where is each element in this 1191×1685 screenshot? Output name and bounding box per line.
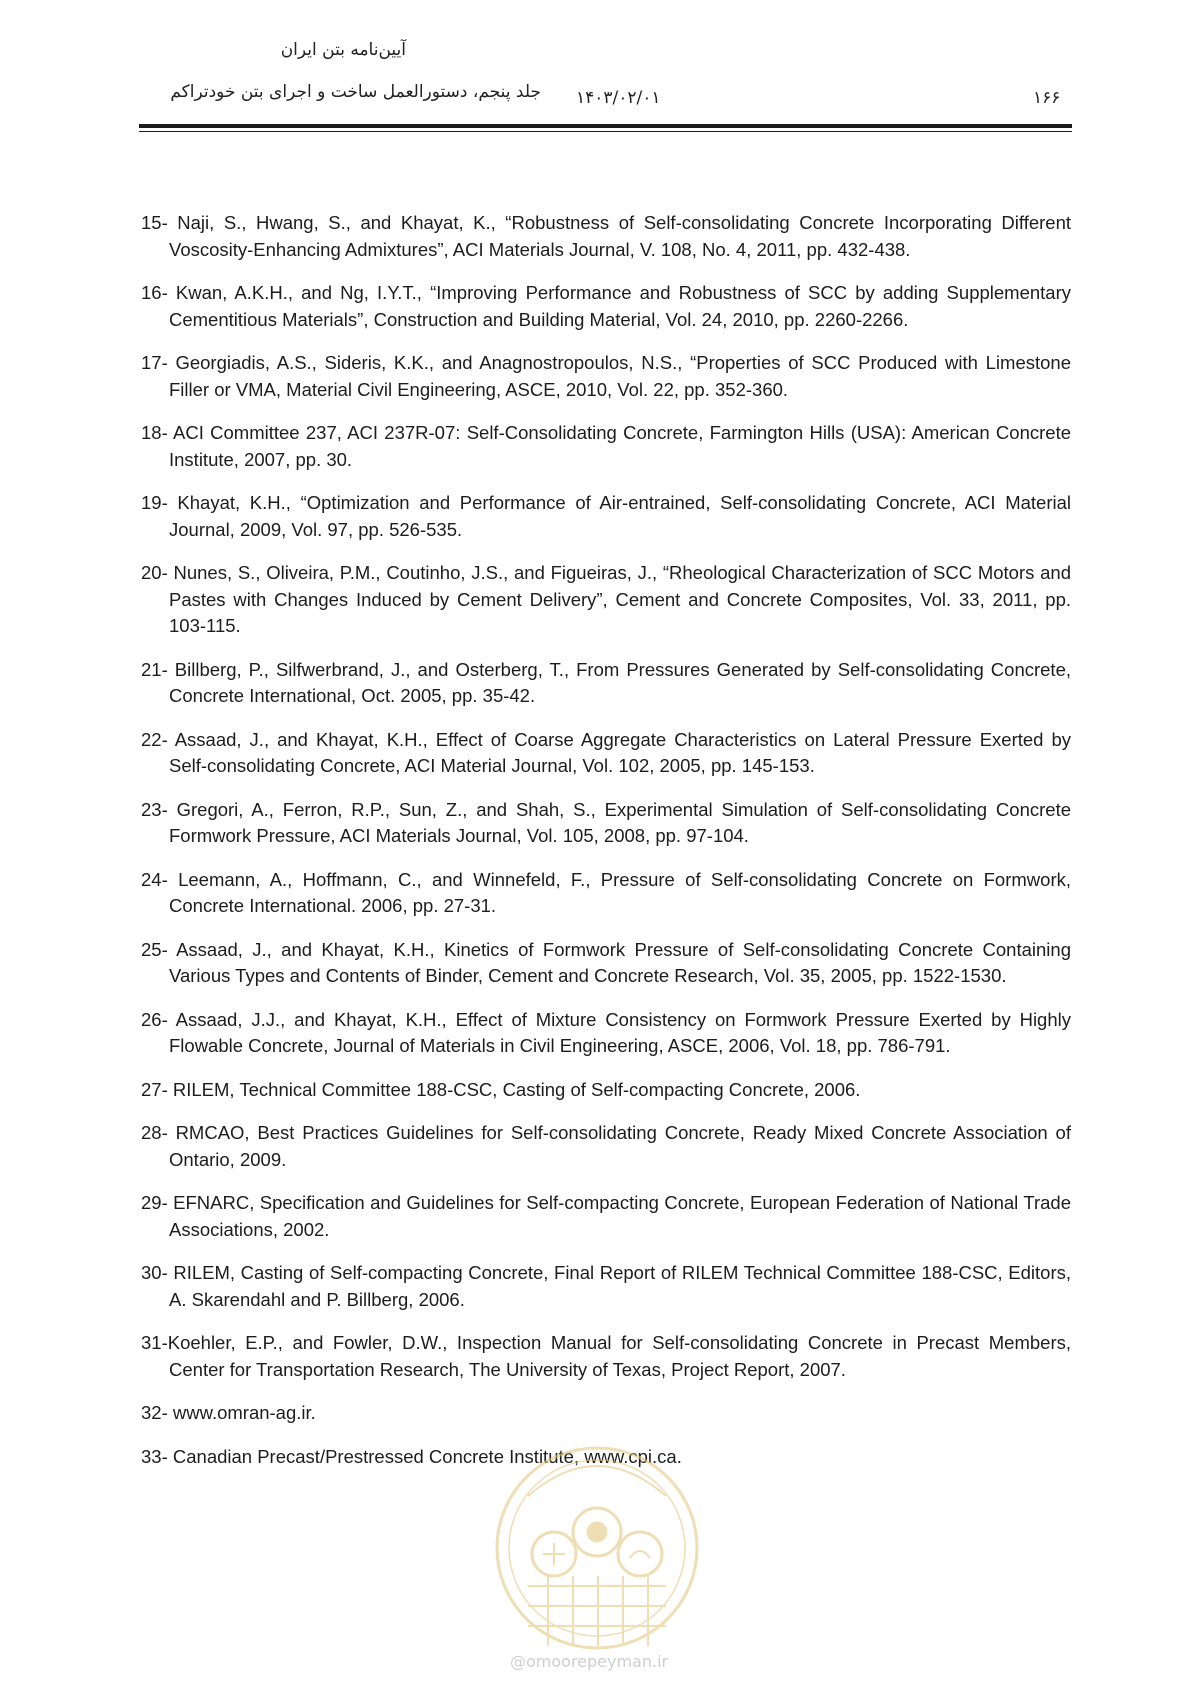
reference-item: 31-Koehler, E.P., and Fowler, D.W., Inspection Manual for Self-consolidating Concrete in Precast Members, Center for Transportation Research, The University of Texas, Project Report, 2007. xyxy=(141,1332,1071,1380)
reference-list xyxy=(141,210,1071,1487)
reference-item: 22- Assaad, J., and Khayat, K.H., Effect of Coarse Aggregate Characteristics on Lateral Pressure Exerted by Self-consolidating Concrete, ACI Material Journal, Vol. 102, 2005, pp. 145-153. xyxy=(141,728,1071,776)
watermark-seal-icon xyxy=(488,1436,706,1666)
reference-item: 32- www.omran-ag.ir. xyxy=(141,1402,316,1423)
reference-item: 17- Georgiadis, A.S., Sideris, K.K., and Anagnostropoulos, N.S., “Properties of SCC Produced with Limestone Filler or VMA, Material Civil Engineering, ASCE, 2010, Vol. 22, pp. 352-360. xyxy=(141,352,1071,400)
reference-item: 29- EFNARC, Specification and Guidelines for Self-compacting Concrete, European Federation of National Trade Associations, 2002. xyxy=(141,1192,1071,1240)
header-date: ۱۴۰۳/۰۲/۰۱ xyxy=(576,88,661,108)
header-rule-thin xyxy=(139,131,1072,132)
reference-item: 24- Leemann, A., Hoffmann, C., and Winnefeld, F., Pressure of Self-consolidating Concrete on Formwork, Concrete International. 2006, pp. 27-31. xyxy=(141,868,1071,916)
reference-item: 26- Assaad, J.J., and Khayat, K.H., Effect of Mixture Consistency on Formwork Pressure Exerted by Highly Flowable Concrete, Journal of Materials in Civil Engineering, ASCE, 2006, Vol. 18, pp. 786-791. xyxy=(141,1008,1071,1056)
reference-item: 16- Kwan, A.K.H., and Ng, I.Y.T., “Improving Performance and Robustness of SCC by adding Supplementary Cementitious Materials”, Construction and Building Material, Vol. 24, 2010, pp. 2260-2266. xyxy=(141,282,1071,330)
page-header xyxy=(0,0,1191,135)
reference-item: 23- Gregori, A., Ferron, R.P., Sun, Z., and Shah, S., Experimental Simulation of Self-consolidating Concrete Formwork Pressure, ACI Materials Journal, Vol. 105, 2008, pp. 97-104. xyxy=(141,798,1071,846)
watermark-text: @omoorepeyman.ir xyxy=(510,1652,669,1671)
reference-item: 20- Nunes, S., Oliveira, P.M., Coutinho, J.S., and Figueiras, J., “Rheological Characterization of SCC Motors and Pastes with Changes Induced by Cement Delivery”, Cement and Concrete Composites, Vol. 33, 2011, pp. 103-115. xyxy=(141,562,1071,636)
header-title: آیین‌نامه بتن ایران xyxy=(280,40,406,60)
reference-item: 21- Billberg, P., Silfwerbrand, J., and Osterberg, T., From Pressures Generated by Self-consolidating Concrete, Concrete International, Oct. 2005, pp. 35-42. xyxy=(141,658,1071,706)
reference-item: 15- Naji, S., Hwang, S., and Khayat, K., “Robustness of Self-consolidating Concrete Incorporating Different Voscosity-Enhancing Admixtures”, ACI Materials Journal, V. 108, No. 4, 2011, pp. 432-438. xyxy=(141,212,1071,260)
header-subtitle: جلد پنجم، دستورالعمل ساخت و اجرای بتن خودتراکم xyxy=(170,82,541,102)
reference-item: 25- Assaad, J., and Khayat, K.H., Kinetics of Formwork Pressure of Self-consolidating Concrete Containing Various Types and Contents of Binder, Cement and Concrete Research, Vol. 35, 2005, pp. 1522-1530. xyxy=(141,938,1071,986)
reference-item: 27- RILEM, Technical Committee 188-CSC, Casting of Self-compacting Concrete, 2006. xyxy=(141,1078,861,1100)
reference-item: 28- RMCAO, Best Practices Guidelines for Self-consolidating Concrete, Ready Mixed Concrete Association of Ontario, 2009. xyxy=(141,1122,1071,1170)
reference-item: 18- ACI Committee 237, ACI 237R-07: Self-Consolidating Concrete, Farmington Hills (USA): American Concrete Institute, 2007, pp. 30. xyxy=(141,422,1071,470)
page-number: ۱۶۶ xyxy=(1033,88,1061,108)
reference-item: 33- Canadian Precast/Prestressed Concrete Institute, www.cpi.ca. xyxy=(141,1445,682,1467)
reference-item: 19- Khayat, K.H., “Optimization and Performance of Air-entrained, Self-consolidating Concrete, ACI Material Journal, 2009, Vol. 97, pp. 526-535. xyxy=(141,492,1071,540)
reference-item: 30- RILEM, Casting of Self-compacting Concrete, Final Report of RILEM Technical Committee 188-CSC, Editors, A. Skarendahl and P. Billberg, 2006. xyxy=(141,1262,1071,1310)
header-rule-thick xyxy=(139,124,1072,128)
